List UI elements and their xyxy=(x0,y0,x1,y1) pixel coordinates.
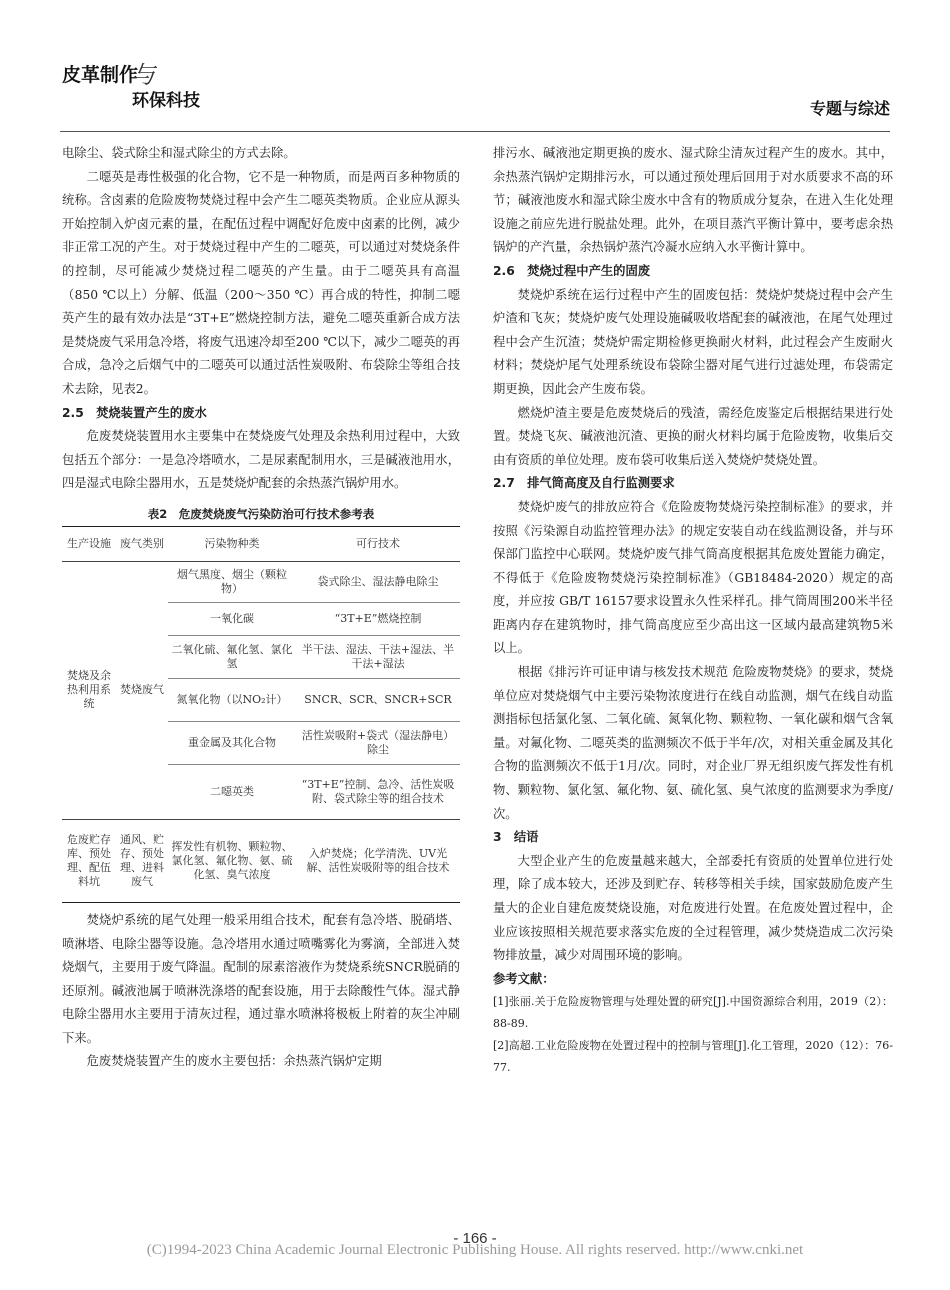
tech-cell: “3T+E”燃烧控制 xyxy=(296,602,460,635)
pollutant-cell: 二氧化硫、氟化氢、氯化氢 xyxy=(168,635,296,678)
section-heading-2-6: 2.6 焚烧过程中产生的固废 xyxy=(493,263,651,278)
paragraph: 燃烧炉渣主要是危废焚烧后的残渣，需经危废鉴定后根据结果进行处置。焚烧飞灰、碱液池沉渣、更换的耐火材料均属于危险废物，收集后交由有资质的单位处理。废布袋可收集后送入焚烧炉焚烧处置。 xyxy=(493,405,893,467)
tech-cell: 入炉焚烧；化学清洗、UV光解、活性炭吸附等的组合技术 xyxy=(296,819,460,902)
pollutant-cell: 二噁英类 xyxy=(168,764,296,819)
pollution-tech-table xyxy=(62,526,460,903)
paragraph: 焚烧炉系统的尾气处理一般采用组合技术，配套有急冷塔、脱硝塔、喷淋塔、电除尘器等设施。急冷塔用水通过喷嘴雾化为雾滴，全部进入焚烧烟气，主要用于废气降温。配制的尿素溶液作为焚烧系统SNCR脱硝的还原剂。碱液池属于喷淋洗涤塔的配套设施，用于去除酸性气体。湿式静电除尘器用水主要用于清灰过程，通过靠水喷淋将极板上附着的灰尘冲刷下来。 xyxy=(62,912,460,1045)
paragraph: 大型企业产生的危废量越来越大，全部委托有资质的处置单位进行处理，除了成本较大，还涉及到贮存、转移等相关手续，国家鼓励危废产生量大的企业自建危废焚烧设施，对危废进行处置。在危废处置过程中，企业应该按照相关规范要求落实危废的全过程管理，减少焚烧造成二次污染物排放量，减少对周围环境的影响。 xyxy=(493,853,893,963)
tech-cell: SNCR、SCR、SNCR+SCR xyxy=(296,678,460,721)
tech-cell: 袋式除尘、湿法静电除尘 xyxy=(296,561,460,602)
reference-item: [1]张丽.关于危险废物管理与处理处置的研究[J].中国资源综合利用，2019（2）：88-89. xyxy=(493,995,893,1031)
right-column xyxy=(493,142,893,1079)
pollutant-cell: 重金属及其化合物 xyxy=(168,721,296,764)
table-row xyxy=(62,819,460,902)
paragraph: 根据《排污许可证申请与核发技术规范 危险废物焚烧》的要求，焚烧单位应对焚烧烟气中主要污染物浓度进行在线自动监测，烟气在线自动监测指标包括氯化氢、二氧化硫、氮氧化物、颗粒物、一氧化碳和烟气含氧量。对氟化物、二噁英类的监测频次不低于半年/次，对相关重金属及其化合物的监测频次不低于1月/次。同时，对企业厂界无组织废气挥发性有机物、颗粒物、氯化氢、氟化物、氨、硫化氢、臭气浓度的监测要求为季度/次。 xyxy=(493,665,893,821)
pollutant-cell: 氮氧化物（以NO₂计） xyxy=(168,678,296,721)
paragraph: 排污水、碱液池定期更换的废水、湿式除尘清灰过程产生的废水。其中，余热蒸汽锅炉定期排污水，可以通过预处理后回用于对水质要求不高的环节；碱液池废水和湿式除尘废水中含有的物质成分复杂，在进入生化处理设施之前应先进行脱盐处理。此外，在项目蒸汽平衡计算中，要考虑余热锅炉的产汽量，余热锅炉蒸汽冷凝水应纳入水平衡计算中。 xyxy=(493,146,893,255)
paragraph: 危废焚烧装置产生的废水主要包括：余热蒸汽锅炉定期 xyxy=(86,1054,382,1069)
table-row xyxy=(62,561,460,602)
gas-type-cell: 焚烧废气 xyxy=(116,561,168,819)
facility-cell: 危废贮存库、预处理、配伍料坑 xyxy=(62,819,116,902)
table-header-row xyxy=(62,526,460,561)
left-column xyxy=(62,142,460,1074)
tech-cell: “3T+E”控制、急冷、活性炭吸附、袋式除尘等的组合技术 xyxy=(296,764,460,819)
journal-logo-connector: 与 xyxy=(131,61,155,89)
col-header: 生产设施 xyxy=(62,526,116,561)
table-2 xyxy=(62,504,460,903)
gas-type-cell: 通风、贮存、预处理、进料废气 xyxy=(116,819,168,902)
col-header: 可行技术 xyxy=(296,526,460,561)
paragraph: 电除尘、袋式除尘和湿式除尘的方式去除。 xyxy=(62,146,296,160)
section-title: 专题与综述 xyxy=(809,99,890,118)
paragraph: 焚烧炉废气的排放应符合《危险废物焚烧污染控制标准》的要求，并按照《污染源自动监控管理办法》的规定安装自动在线监测设备，并与环保部门监控中心联网。焚烧炉废气排气筒高度根据其危废处置能力确定，不得低于《危险废物焚烧污染控制标准》（GB18484-2020）规定的高度，并应按 GB/T 16157要求设置永久性采样孔。排气筒周围200米半径距离内存在建筑物时，排气筒高度应至少高出这一区域内最高建筑物5米以上。 xyxy=(493,499,893,656)
tech-cell: 半干法、湿法、干法+湿法、半干法+湿法 xyxy=(296,635,460,678)
section-heading-2-5: 2.5 焚烧装置产生的废水 xyxy=(62,405,207,420)
section-heading-2-7: 2.7 排气筒高度及自行监测要求 xyxy=(493,476,675,491)
reference-item: [2]高超.工业危险废物在处置过程中的控制与管理[J].化工管理，2020（12）：76-77. xyxy=(493,1039,893,1075)
paragraph: 焚烧炉系统在运行过程中产生的固废包括：焚烧炉焚烧过程中会产生炉渣和飞灰；焚烧炉废气处理设施碱吸收塔配套的碱液池，在尾气处理过程中会产生沉渣；焚烧炉需定期检修更换耐火材料，此过程会产生废耐火材料；焚烧炉尾气处理系统设布袋除尘器对尾气进行过滤处理，布袋需定期更换，因此会产生废布袋。 xyxy=(493,287,893,396)
table-caption: 表2 危废焚烧废气污染防治可行技术参考表 xyxy=(147,506,375,521)
pollutant-cell: 烟气黑度、烟尘（颗粒物） xyxy=(168,561,296,602)
journal-logo-line2: 环保科技 xyxy=(132,91,200,111)
section-heading-3: 3 结语 xyxy=(493,830,539,845)
pollutant-cell: 一氧化碳 xyxy=(168,602,296,635)
col-header: 废气类别 xyxy=(116,526,168,561)
references-title: 参考文献： xyxy=(493,971,555,986)
page-number: - 166 - xyxy=(453,1230,497,1247)
copyright-watermark: (C)1994-2023 China Academic Journal Electronic Publishing House. All rights reserved. http://www.cnki.net xyxy=(146,1242,804,1258)
col-header: 污染物种类 xyxy=(168,526,296,561)
tech-cell: 活性炭吸附+袋式（湿法静电）除尘 xyxy=(296,721,460,764)
facility-cell: 焚烧及余热利用系统 xyxy=(62,561,116,819)
journal-logo-line1: 皮革制作 xyxy=(62,64,139,86)
pollutant-cell: 挥发性有机物、颗粒物、氯化氢、氟化物、氨、硫化氢、臭气浓度 xyxy=(168,819,296,902)
paragraph: 二噁英是毒性极强的化合物，它不是一种物质，而是两百多种物质的统称。含卤素的危险废物焚烧过程中会产生二噁英类物质。企业应从源头开始控制入炉卤元素的量，在配伍过程中调配好危废中卤素的比例，减少非正常工况的产生。对于焚烧过程中产生的二噁英，可以通过对焚烧条件的控制，尽可能减少焚烧过程二噁英的产生量。由于二噁英具有高温（850 ℃以上）分解、低温（200～350 ℃）再合成的特性，抑制二噁英产生的最有效办法是“3T+E”燃烧控制方法，避免二噁英重新合成方法是焚烧废气采用急冷塔，将废气迅速冷却至200 ℃以下，减少二噁英的再合成，急冷之后烟气中的二噁英可以通过活性炭吸附、布袋除尘等组合技术去除，见表2。 xyxy=(62,169,460,396)
paragraph: 危废焚烧装置用水主要集中在焚烧废气处理及余热利用过程中，大致包括五个部分：一是急冷塔喷水，二是尿素配制用水，三是碱液池用水，四是湿式电除尘器用水，五是焚烧炉配套的余热蒸汽锅炉用水。 xyxy=(62,429,460,491)
header-divider xyxy=(60,131,890,132)
